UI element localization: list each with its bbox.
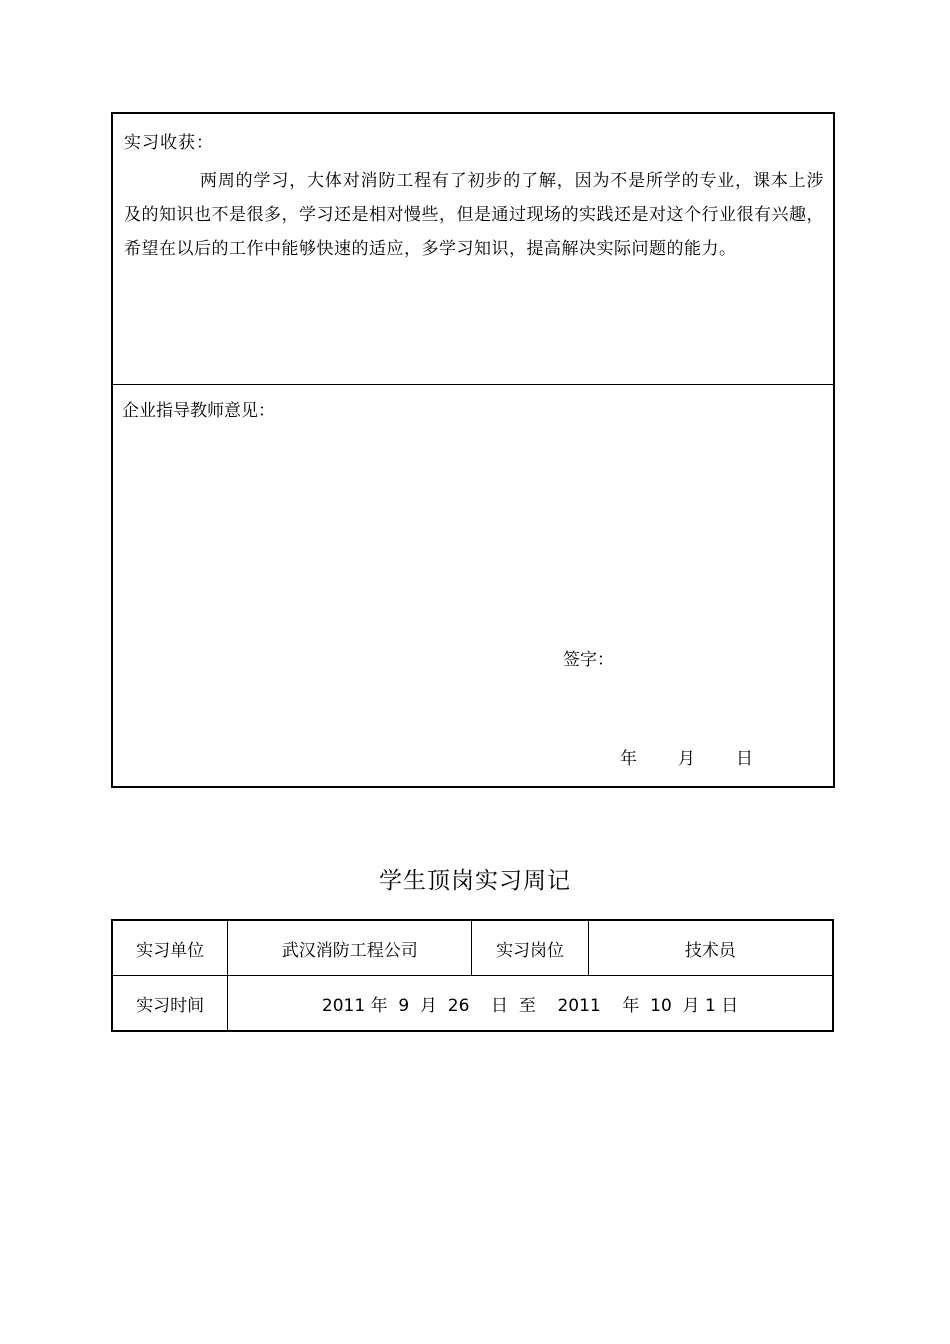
weekly-journal-title: 学生顶岗实习周记 (379, 868, 571, 894)
time-label-cell: 实习时间 (112, 976, 228, 1032)
date-month-label: 月 (678, 749, 695, 769)
date-day-label: 日 (736, 749, 753, 769)
gains-text: 两周的学习，大体对消防工程有了初步的了解，因为不是所学的专业，课本上涉及的知识也不是很多，学习还是相对慢些，但是通过现场的实践还是对这个行业很有兴趣，希望在以后的工作中能够快速的适应，多学习知识，提高解决实际问题的能力。 (124, 171, 824, 259)
internship-gains-section (113, 114, 833, 385)
date-year-label: 年 (620, 749, 637, 769)
time-value-cell: 2011 年 9 月 26 日 至 2011 年 10 月 1 日 (228, 976, 833, 1032)
table-row (112, 920, 833, 976)
unit-label-cell: 实习单位 (112, 920, 228, 976)
teacher-opinion-label: 企业指导教师意见： (122, 401, 275, 421)
signature-label: 签字： (563, 650, 614, 670)
table-row (112, 976, 833, 1032)
unit-value-cell: 武汉消防工程公司 (228, 920, 472, 976)
post-value-cell: 技术员 (588, 920, 833, 976)
internship-info-table (111, 919, 834, 1032)
post-label-cell: 实习岗位 (472, 920, 588, 976)
internship-form-box (111, 112, 835, 788)
gains-label: 实习收获： (124, 133, 214, 153)
